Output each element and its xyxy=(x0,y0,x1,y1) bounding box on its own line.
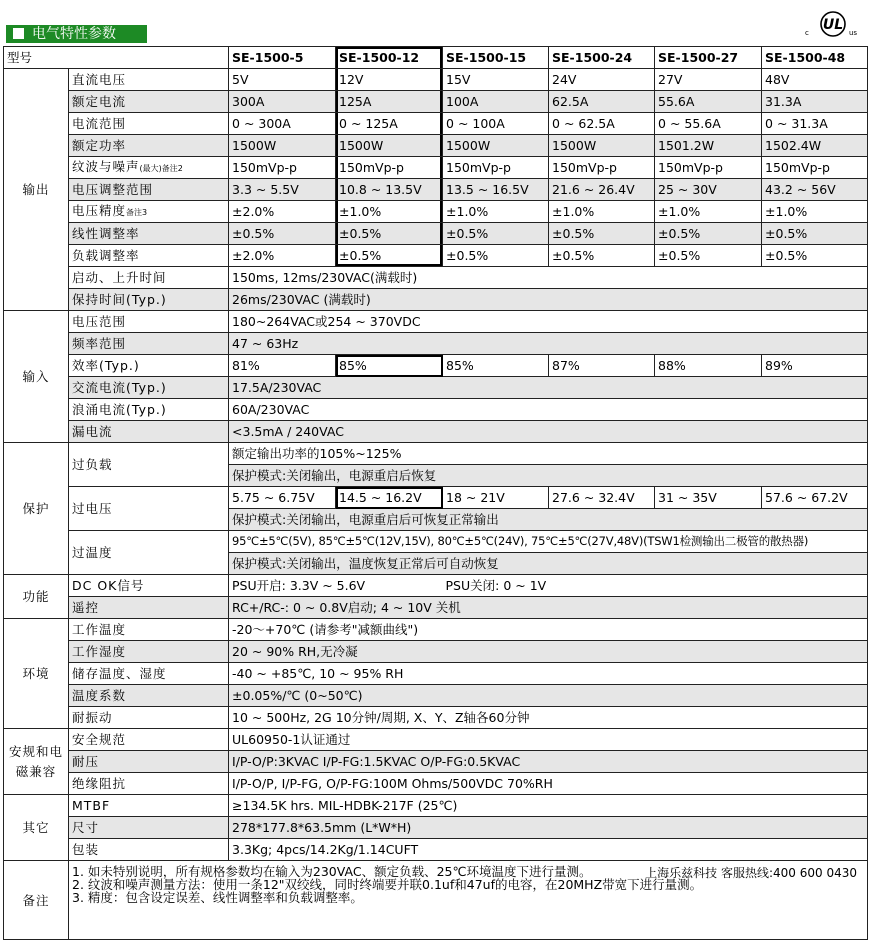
value-cell: 24V xyxy=(549,69,655,91)
value-cell: 47 ~ 63Hz xyxy=(229,333,868,355)
row-label xyxy=(69,773,229,795)
table-row xyxy=(4,817,868,839)
value-cell: 额定输出功率的105%~125% xyxy=(229,443,868,465)
table-row xyxy=(4,179,868,201)
value-cell: 0 ~ 300A xyxy=(229,113,336,135)
value-cell: 31 ~ 35V xyxy=(655,487,762,509)
value-cell: ±2.0% xyxy=(229,245,336,267)
value-cell: 150ms, 12ms/230VAC(满载时) xyxy=(229,267,868,289)
value-cell: 85% xyxy=(443,355,549,377)
value-cell: 1501.2W xyxy=(655,135,762,157)
cert-c: c xyxy=(805,29,809,37)
row-label-text: 耐压 xyxy=(72,754,100,769)
table-row xyxy=(4,575,868,597)
value-cell: <3.5mA / 240VAC xyxy=(229,421,868,443)
row-label-text: 浪涌电流(Typ.) xyxy=(72,402,167,417)
cert-ul: UL xyxy=(822,17,844,33)
category-label: 保护 xyxy=(4,443,69,575)
value-cell: ±2.0% xyxy=(229,201,336,223)
note-line: 1. 如未特别说明，所有规格参数均在输入为230VAC、额定负载、25℃环境温度下进行量测。 xyxy=(72,864,592,879)
cert-us: us xyxy=(849,29,858,37)
row-label xyxy=(69,421,229,443)
table-row xyxy=(4,289,868,311)
model-header: SE-1500-5 xyxy=(229,47,336,69)
table-row xyxy=(4,135,868,157)
row-label-text: 温度系数 xyxy=(72,688,127,703)
row-label xyxy=(69,641,229,663)
table-row xyxy=(4,729,868,751)
value-cell: 1500W xyxy=(443,135,549,157)
row-label xyxy=(69,597,229,619)
row-label-text: 纹波与噪声 xyxy=(72,159,140,174)
table-row xyxy=(4,443,868,465)
row-label-text: 线性调整率 xyxy=(72,226,140,241)
value-cell: PSU关闭: 0 ~ 1V xyxy=(443,575,868,597)
row-label xyxy=(69,663,229,685)
table-row xyxy=(4,421,868,443)
row-label-text: 效率(Typ.) xyxy=(72,358,140,373)
row-label xyxy=(69,377,229,399)
table-row xyxy=(4,707,868,729)
value-cell: ±0.5% xyxy=(443,245,549,267)
value-cell: 278*177.8*63.5mm (L*W*H) xyxy=(229,817,868,839)
value-cell: 21.6 ~ 26.4V xyxy=(549,179,655,201)
row-label: 过负载 xyxy=(69,443,229,487)
row-label-text: 频率范围 xyxy=(72,336,127,351)
value-cell: 保护模式:关闭输出，温度恢复正常后可自动恢复 xyxy=(229,553,868,575)
row-label xyxy=(69,355,229,377)
value-cell: ±0.5% xyxy=(762,245,868,267)
row-label xyxy=(69,575,229,597)
value-cell: 26ms/230VAC (满载时) xyxy=(229,289,868,311)
table-row xyxy=(4,377,868,399)
row-label-text: 漏电流 xyxy=(72,424,113,439)
value-cell: 180~264VAC或254 ~ 370VDC xyxy=(229,311,868,333)
value-cell: 150mVp-p xyxy=(336,157,443,179)
value-cell: 150mVp-p xyxy=(549,157,655,179)
value-cell: 14.5 ~ 16.2V xyxy=(336,487,443,509)
row-label-text: 负载调整率 xyxy=(72,248,140,263)
model-header: SE-1500-48 xyxy=(762,47,868,69)
value-cell: 62.5A xyxy=(549,91,655,113)
value-cell: 13.5 ~ 16.5V xyxy=(443,179,549,201)
value-cell: ±1.0% xyxy=(549,201,655,223)
value-cell: 150mVp-p xyxy=(443,157,549,179)
value-cell: 保护模式:关闭输出，电源重启后可恢复正常输出 xyxy=(229,509,868,531)
value-cell: 18 ~ 21V xyxy=(443,487,549,509)
row-label-text: 直流电压 xyxy=(72,72,127,87)
model-header: SE-1500-24 xyxy=(549,47,655,69)
row-label-text: 尺寸 xyxy=(72,820,100,835)
value-cell: ±0.5% xyxy=(549,223,655,245)
value-cell: 48V xyxy=(762,69,868,91)
row-label xyxy=(69,311,229,333)
table-row xyxy=(4,245,868,267)
row-label-text: 绝缘阻抗 xyxy=(72,776,127,791)
table-row xyxy=(4,531,868,553)
value-cell: PSU开启: 3.3V ~ 5.6V xyxy=(229,575,443,597)
row-label xyxy=(69,751,229,773)
row-label-text: 工作湿度 xyxy=(72,644,127,659)
table-row xyxy=(4,861,868,940)
row-label xyxy=(69,685,229,707)
row-label-text: 启动、上升时间 xyxy=(72,270,167,285)
value-cell: 0 ~ 31.3A xyxy=(762,113,868,135)
category-label: 输入 xyxy=(4,311,69,443)
value-cell: ±0.5% xyxy=(655,245,762,267)
table-row xyxy=(4,69,868,91)
row-label xyxy=(69,267,229,289)
row-label-text: 储存温度、湿度 xyxy=(72,666,167,681)
value-cell: 1500W xyxy=(229,135,336,157)
value-cell: 150mVp-p xyxy=(655,157,762,179)
value-cell: 150mVp-p xyxy=(762,157,868,179)
row-label-text: 工作温度 xyxy=(72,622,127,637)
value-cell: ±0.05%/℃ (0~50℃) xyxy=(229,685,868,707)
row-label xyxy=(69,135,229,157)
row-label xyxy=(69,619,229,641)
spec-table xyxy=(3,46,868,940)
value-cell: 60A/230VAC xyxy=(229,399,868,421)
table-row xyxy=(4,47,868,69)
category-label: 安规和电磁兼容 xyxy=(4,729,69,795)
value-cell: ≥134.5K hrs. MIL-HDBK-217F (25℃) xyxy=(229,795,868,817)
section-title: 电气特性参数 xyxy=(32,26,116,42)
category-label: 环境 xyxy=(4,619,69,729)
value-cell: 31.3A xyxy=(762,91,868,113)
value-cell: 150mVp-p xyxy=(229,157,336,179)
row-label-note: 备注3 xyxy=(126,208,148,217)
value-cell: I/P-O/P, I/P-FG, O/P-FG:100M Ohms/500VDC 70%RH xyxy=(229,773,868,795)
row-label-text: 电压调整范围 xyxy=(72,182,154,197)
value-cell: ±0.5% xyxy=(336,245,443,267)
row-label-text: 额定电流 xyxy=(72,94,127,109)
value-cell: 0 ~ 62.5A xyxy=(549,113,655,135)
value-cell: -20～+70℃ (请参考"减额曲线") xyxy=(229,619,868,641)
value-cell: ±1.0% xyxy=(443,201,549,223)
table-row xyxy=(4,311,868,333)
value-cell: ±0.5% xyxy=(336,223,443,245)
table-row xyxy=(4,157,868,179)
row-label xyxy=(69,729,229,751)
value-cell: 89% xyxy=(762,355,868,377)
table-row xyxy=(4,355,868,377)
note-line: 3. 精度：包含设定误差、线性调整率和负载调整率。 xyxy=(72,890,363,905)
table-row xyxy=(4,201,868,223)
row-label-text: 保持时间(Typ.) xyxy=(72,292,167,307)
row-label-text: 电压范围 xyxy=(72,314,127,329)
row-label xyxy=(69,113,229,135)
table-row xyxy=(4,619,868,641)
row-label-text: 包装 xyxy=(72,842,100,857)
value-cell: -40 ~ +85℃, 10 ~ 95% RH xyxy=(229,663,868,685)
table-row xyxy=(4,685,868,707)
model-header: SE-1500-27 xyxy=(655,47,762,69)
value-cell: ±0.5% xyxy=(443,223,549,245)
value-cell: 25 ~ 30V xyxy=(655,179,762,201)
value-cell: 95℃±5℃(5V), 85℃±5℃(12V,15V), 80℃±5℃(24V), 75℃±5℃(27V,48V)(TSW1检测输出二极管的散热器) xyxy=(229,531,868,553)
category-label: 备注 xyxy=(4,861,69,940)
value-cell: UL60950-1认证通过 xyxy=(229,729,868,751)
value-cell: 0 ~ 100A xyxy=(443,113,549,135)
category-label: 功能 xyxy=(4,575,69,619)
row-label xyxy=(69,245,229,267)
value-cell: 55.6A xyxy=(655,91,762,113)
row-label-text: 电流范围 xyxy=(72,116,127,131)
value-cell: ±1.0% xyxy=(336,201,443,223)
row-label-note: (最大)备注2 xyxy=(139,164,183,173)
value-cell: 保护模式:关闭输出，电源重启后恢复 xyxy=(229,465,868,487)
row-label xyxy=(69,179,229,201)
value-cell: 5.75 ~ 6.75V xyxy=(229,487,336,509)
square-icon xyxy=(13,28,24,39)
table-row xyxy=(4,487,868,509)
section-header xyxy=(6,25,147,43)
row-label-text: 遥控 xyxy=(72,600,100,615)
ul-certification-logo xyxy=(803,10,865,38)
row-label xyxy=(69,839,229,861)
value-cell: 0 ~ 55.6A xyxy=(655,113,762,135)
category-label: 其它 xyxy=(4,795,69,861)
value-cell: ±0.5% xyxy=(229,223,336,245)
table-row xyxy=(4,641,868,663)
row-label xyxy=(69,817,229,839)
row-label xyxy=(69,157,229,179)
value-cell: 3.3Kg; 4pcs/14.2Kg/1.14CUFT xyxy=(229,839,868,861)
value-cell: 17.5A/230VAC xyxy=(229,377,868,399)
value-cell: 0 ~ 125A xyxy=(336,113,443,135)
hotline: 上海乐兹科技 客服热线:400 600 0430 xyxy=(645,866,858,880)
model-header: SE-1500-12 xyxy=(336,47,443,69)
note-line: 2. 纹波和噪声测量方法：使用一条12"双绞线，同时终端要并联0.1uf和47uf的电容，在20MHZ带宽下进行量测。 xyxy=(72,877,703,892)
value-cell: 5V xyxy=(229,69,336,91)
value-cell: 43.2 ~ 56V xyxy=(762,179,868,201)
row-label xyxy=(69,69,229,91)
row-label xyxy=(69,333,229,355)
value-cell: ±1.0% xyxy=(762,201,868,223)
table-row xyxy=(4,267,868,289)
row-label xyxy=(69,201,229,223)
category-label: 输出 xyxy=(4,69,69,311)
value-cell: 12V xyxy=(336,69,443,91)
row-label xyxy=(69,399,229,421)
value-cell: 300A xyxy=(229,91,336,113)
value-cell: 100A xyxy=(443,91,549,113)
row-label xyxy=(69,91,229,113)
row-label-text: DC OK信号 xyxy=(72,578,145,593)
row-label: 过电压 xyxy=(69,487,229,531)
type-label: 型号 xyxy=(4,47,229,69)
value-cell: 27.6 ~ 32.4V xyxy=(549,487,655,509)
table-row xyxy=(4,839,868,861)
value-cell: 88% xyxy=(655,355,762,377)
row-label-text: 安全规范 xyxy=(72,732,127,747)
table-row xyxy=(4,91,868,113)
row-label xyxy=(69,707,229,729)
value-cell: 85% xyxy=(336,355,443,377)
value-cell: 20 ~ 90% RH,无冷凝 xyxy=(229,641,868,663)
value-cell: 57.6 ~ 67.2V xyxy=(762,487,868,509)
value-cell: ±0.5% xyxy=(762,223,868,245)
row-label xyxy=(69,223,229,245)
row-label-text: 电压精度 xyxy=(72,203,127,218)
value-cell: RC+/RC-: 0 ~ 0.8V启动; 4 ~ 10V 关机 xyxy=(229,597,868,619)
table-row xyxy=(4,751,868,773)
table-row xyxy=(4,663,868,685)
table-row xyxy=(4,399,868,421)
value-cell: 87% xyxy=(549,355,655,377)
row-label: 过温度 xyxy=(69,531,229,575)
table-row xyxy=(4,223,868,245)
value-cell: 10.8 ~ 13.5V xyxy=(336,179,443,201)
row-label-text: 耐振动 xyxy=(72,710,113,725)
row-label xyxy=(69,289,229,311)
row-label-text: 交流电流(Typ.) xyxy=(72,380,167,395)
value-cell: 10 ~ 500Hz, 2G 10分钟/周期, X、Y、Z轴各60分钟 xyxy=(229,707,868,729)
value-cell: 15V xyxy=(443,69,549,91)
value-cell: 81% xyxy=(229,355,336,377)
notes-cell xyxy=(69,861,868,940)
model-header: SE-1500-15 xyxy=(443,47,549,69)
table-row xyxy=(4,795,868,817)
value-cell: ±0.5% xyxy=(549,245,655,267)
value-cell: 3.3 ~ 5.5V xyxy=(229,179,336,201)
value-cell: 27V xyxy=(655,69,762,91)
row-label-text: 额定功率 xyxy=(72,138,127,153)
value-cell: I/P-O/P:3KVAC I/P-FG:1.5KVAC O/P-FG:0.5KVAC xyxy=(229,751,868,773)
table-row xyxy=(4,113,868,135)
table-row xyxy=(4,333,868,355)
table-row xyxy=(4,597,868,619)
value-cell: 125A xyxy=(336,91,443,113)
value-cell: 1500W xyxy=(549,135,655,157)
row-label xyxy=(69,795,229,817)
value-cell: 1500W xyxy=(336,135,443,157)
value-cell: ±1.0% xyxy=(655,201,762,223)
value-cell: 1502.4W xyxy=(762,135,868,157)
row-label-text: MTBF xyxy=(72,798,111,813)
value-cell: ±0.5% xyxy=(655,223,762,245)
table-row xyxy=(4,773,868,795)
